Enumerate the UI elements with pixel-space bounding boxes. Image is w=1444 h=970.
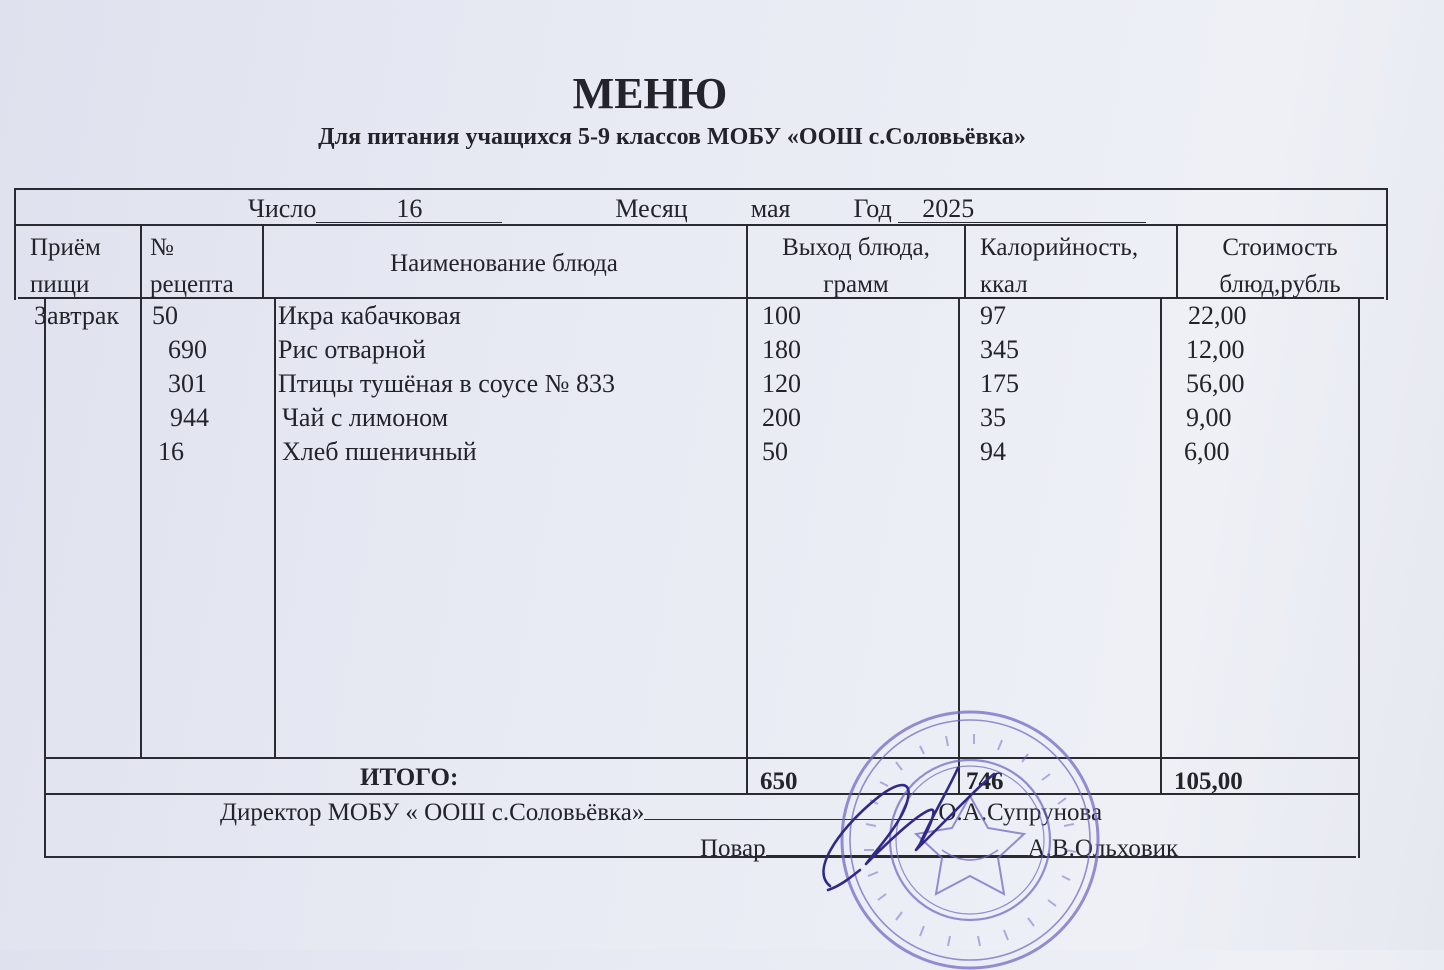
dish-name: Хлеб пшеничный bbox=[282, 437, 477, 466]
col-divider-meal bbox=[140, 226, 142, 758]
dish-kcal: 345 bbox=[980, 335, 1019, 364]
header-recipe: № рецепта bbox=[150, 234, 234, 298]
director-label: Директор МОБУ « ООШ с.Соловьёвка» bbox=[220, 799, 645, 826]
col-divider-recipe-body bbox=[274, 298, 276, 758]
dish-name: Рис отварной bbox=[278, 335, 426, 364]
header-kcal: Калорийность, ккал bbox=[980, 234, 1139, 298]
recipe-number: 16 bbox=[158, 437, 184, 466]
cost-column bbox=[1184, 299, 1247, 469]
header-meal: Приём пищи bbox=[30, 234, 101, 298]
dish-kcal: 175 bbox=[980, 369, 1019, 398]
header-weight: Выход блюда, грамм bbox=[782, 234, 930, 298]
dish-weight: 180 bbox=[762, 335, 801, 364]
kcal-column bbox=[980, 299, 1019, 469]
dish-column bbox=[278, 299, 615, 469]
dish-weight: 50 bbox=[762, 437, 788, 466]
total-weight: 650 bbox=[760, 768, 798, 795]
table-right-border bbox=[1386, 188, 1388, 300]
director-name: О.А.Супрунова bbox=[938, 799, 1103, 826]
page-subtitle: Для питания учащихся 5-9 классов МОБУ «ООШ с.Соловьёвка» bbox=[318, 124, 1026, 150]
total-cost: 105,00 bbox=[1174, 768, 1243, 795]
col-divider-kcal bbox=[1176, 226, 1178, 298]
dish-cost: 9,00 bbox=[1186, 403, 1232, 432]
total-label: ИТОГО: bbox=[360, 764, 459, 791]
cook-name: А.В.Ольховик bbox=[1027, 835, 1179, 862]
table-top-border bbox=[14, 188, 1388, 190]
dish-weight: 100 bbox=[762, 301, 801, 330]
dish-name: Птицы тушёная в соусе № 833 bbox=[278, 369, 615, 398]
recipe-number: 944 bbox=[170, 403, 209, 432]
recipe-number: 50 bbox=[152, 301, 178, 330]
month-label: Месяц bbox=[615, 194, 688, 223]
header-cost: Стоимость блюд,рубль bbox=[1219, 234, 1341, 298]
date-row bbox=[248, 194, 1146, 224]
body-bottom-border bbox=[44, 757, 1360, 759]
dish-name: Икра кабачковая bbox=[278, 301, 461, 330]
month-value: мая bbox=[750, 194, 791, 223]
dish-kcal: 35 bbox=[980, 403, 1006, 432]
table-left-border-lower bbox=[44, 298, 46, 858]
header-dish: Наименование блюда bbox=[390, 250, 618, 277]
dish-weight: 200 bbox=[762, 403, 801, 432]
day-value: 16 bbox=[316, 196, 502, 223]
recipe-number: 301 bbox=[168, 369, 207, 398]
table-right-border-lower bbox=[1358, 298, 1360, 858]
total-row-bottom-border bbox=[46, 793, 1360, 795]
table-left-border bbox=[14, 188, 16, 300]
year-label: Год bbox=[853, 194, 892, 223]
signature-icon bbox=[800, 760, 1000, 900]
day-label: Число bbox=[248, 194, 317, 223]
meal-name: Завтрак bbox=[34, 301, 120, 330]
recipe-column bbox=[152, 299, 209, 469]
dish-cost: 56,00 bbox=[1186, 369, 1245, 398]
dish-weight: 120 bbox=[762, 369, 801, 398]
page-title: МЕНЮ bbox=[572, 69, 728, 118]
weight-column bbox=[762, 299, 801, 469]
total-kcal: 746 bbox=[966, 768, 1004, 795]
year-value: 2025 bbox=[898, 196, 1146, 223]
col-divider-dish bbox=[746, 226, 748, 794]
dish-kcal: 94 bbox=[980, 437, 1006, 466]
dish-name: Чай с лимоном bbox=[282, 403, 449, 432]
dish-cost: 6,00 bbox=[1184, 437, 1230, 466]
dish-kcal: 97 bbox=[980, 301, 1006, 330]
cook-label: Повар bbox=[700, 835, 766, 862]
col-divider-kcal-body bbox=[1160, 298, 1162, 794]
date-row-bottom-border bbox=[16, 224, 1386, 226]
dish-cost: 12,00 bbox=[1186, 335, 1245, 364]
recipe-number: 690 bbox=[168, 335, 207, 364]
col-divider-weight bbox=[964, 226, 966, 298]
dish-cost: 22,00 bbox=[1188, 301, 1247, 330]
